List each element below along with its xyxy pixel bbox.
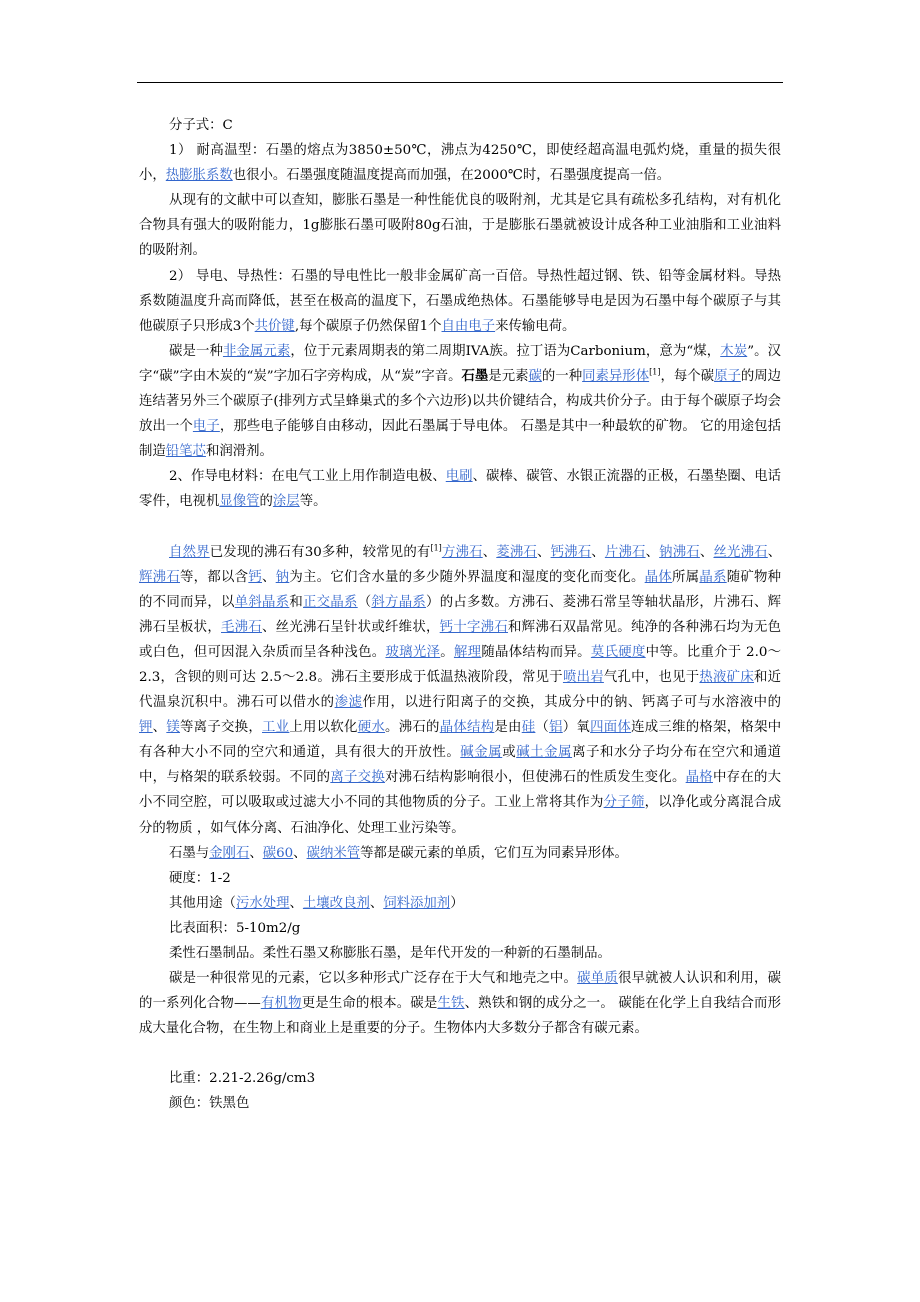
term-link[interactable]: 离子交换 xyxy=(330,770,385,786)
term-link[interactable]: 菱沸石 xyxy=(496,544,537,560)
term-link[interactable]: 镁 xyxy=(166,720,181,736)
term-link[interactable]: 丝光沸石 xyxy=(713,544,768,560)
text-run: 、 xyxy=(152,720,167,736)
term-link[interactable]: 碳60 xyxy=(262,845,294,861)
text-run: 中存在的大小不同空腔，可以吸取或过滤大小不同的其他物质的分子。工业上常将其作为 xyxy=(139,770,782,811)
paragraph-zeolite xyxy=(139,540,781,841)
footnote-ref[interactable]: [1] xyxy=(430,543,442,553)
text-run: 。沸石的 xyxy=(385,720,440,736)
text-run: ，那些电子能够自由移动，因此石墨属于导电体。 石墨是其中一种最软的矿物。 它的用途包括制造 xyxy=(139,419,781,460)
term-link[interactable]: 污水处理 xyxy=(235,895,290,911)
text-run: ，位于元素周期表的第二周期IVA族。拉丁语为Carbonium，意为“煤， xyxy=(290,343,721,359)
text-run: ） xyxy=(450,895,464,911)
term-link[interactable]: 碳纳米管 xyxy=(306,845,361,861)
text-run: 、 xyxy=(645,544,660,560)
term-link[interactable]: 晶体结构 xyxy=(439,720,495,736)
term-link[interactable]: 正交晶系 xyxy=(303,594,358,610)
term-link[interactable]: 木炭 xyxy=(720,343,748,359)
term-link[interactable]: 晶体 xyxy=(644,569,672,585)
term-link[interactable]: 碳 xyxy=(528,368,542,384)
flexible-graphite-line: 柔性石墨制品。柔性石墨又称膨胀石墨，是年代开发的一种新的石墨制品。 xyxy=(169,946,611,961)
text-run: 和辉沸石双晶常见。纯净的各种沸石均为无色或白色，但可因混入杂质而呈各种浅色。 xyxy=(139,619,782,660)
text-run: ，每个碳 xyxy=(660,368,715,384)
term-link[interactable]: 同素异形体 xyxy=(582,368,650,384)
text-run: 等都是碳元素的单质，它们互为同素异形体。 xyxy=(360,845,628,861)
text-run: 、 xyxy=(249,845,263,861)
text-run: 、 xyxy=(537,544,551,560)
term-link[interactable]: 四面体 xyxy=(590,720,632,736)
text-run: 等离子交换， xyxy=(180,720,263,736)
text-run: 、 xyxy=(482,544,497,560)
text-run: 等，都以含 xyxy=(180,569,249,585)
text-run: 其他用途（ xyxy=(169,895,236,911)
text-run: ）氧 xyxy=(562,720,591,736)
text-run: ,每个碳原子仍然保留1个 xyxy=(294,318,442,334)
text-run: 、熟铁和钢的成分之一。 碳能在化学上自我结合而形成大量化合物，在生物上和商业上是重要的分子。生物体内大多数分子都含有碳元素。 xyxy=(139,996,782,1037)
text-run: 2、作导电材料：在电气工业上用作制造电极、 xyxy=(169,469,446,485)
term-link[interactable]: 斜方晶系 xyxy=(371,594,427,610)
surface-area-line: 比表面积：5-10m2/g xyxy=(169,920,301,936)
term-link[interactable]: 电子 xyxy=(192,419,220,435)
text-run: 连成三维的格架，格架中有各种大小不同的空穴和通道，具有很大的开放性。 xyxy=(139,720,782,761)
text-run: ，以净化或分离混合成分的物质 ，如气体分离、石油净化、处理工业污染等。 xyxy=(139,795,782,836)
term-link[interactable]: 铝 xyxy=(549,720,563,736)
term-link[interactable]: 饲料添加剂 xyxy=(383,895,451,911)
text-run: 石墨与 xyxy=(169,845,210,861)
term-link[interactable]: 钙十字沸石 xyxy=(439,619,508,635)
term-link[interactable]: 共价键 xyxy=(254,318,295,334)
text-run: 作用，以进行阳离子的交换，其成分中的钠、钙离子可与水溶液中的 xyxy=(362,695,782,711)
term-link[interactable]: 碱土金属 xyxy=(516,745,573,761)
term-link[interactable]: 莫氏硬度 xyxy=(590,644,646,660)
text-run: 已发现的沸石有30多种，较常见的有 xyxy=(209,544,431,560)
text-run: 也很小。石墨强度随温度提高而加强，在2000℃时，石墨强度提高一倍。 xyxy=(232,168,671,184)
text-run: 是由 xyxy=(494,720,522,736)
text-run: 和润滑剂。 xyxy=(205,444,273,460)
term-link[interactable]: 非金属元素 xyxy=(222,343,291,359)
text-run: 、 xyxy=(262,569,276,585)
text-run: 中等。比重介于 2.0～2.3，含钡的则可达 2.5～2.8。沸石主要形成于低温热液阶段，常见于 xyxy=(139,644,782,685)
term-link[interactable]: 生铁 xyxy=(437,996,465,1012)
footnote-ref[interactable]: [1] xyxy=(649,367,661,377)
term-link[interactable]: 热膨胀系数 xyxy=(165,168,233,184)
text-run: 很早就被人认识和利用，碳的一系列化合物—— xyxy=(139,971,782,1012)
term-link[interactable]: 硅 xyxy=(521,720,536,736)
term-link[interactable]: 分子筛 xyxy=(603,795,645,811)
text-run: 2） 导电、导热性：石墨的导电性比一般非金属矿高一百倍。导热性超过钢、铁、铅等金属材料。导热系数随温度升高而降低，甚至在极高的温度下，石墨成绝热体。石墨能够导电是因为石墨中每个碳原子与其他碳原子只形成3个 xyxy=(139,268,781,334)
text-run: 。 xyxy=(440,644,454,660)
term-link[interactable]: 方沸石 xyxy=(441,544,483,560)
term-link[interactable]: 喷出岩 xyxy=(562,669,604,685)
text-run: 对沸石结构影响很小，但使沸石的性质发生变化。 xyxy=(385,770,686,786)
text-run: 、 xyxy=(767,544,782,560)
term-link[interactable]: 钾 xyxy=(139,720,153,736)
term-link[interactable]: 钙沸石 xyxy=(550,544,592,560)
text-run: 、丝光沸石呈针状或纤维状， xyxy=(262,619,440,635)
text-run: 、碳棒、碳管、水银正流器的正极，石墨垫圈、电话零件，电视机 xyxy=(139,469,781,510)
text-run: 的 xyxy=(259,494,273,510)
term-link[interactable]: 显像管 xyxy=(219,494,260,510)
term-link[interactable]: 晶格 xyxy=(685,770,713,786)
text-run: 或 xyxy=(502,745,517,761)
formula-line: 分子式：C xyxy=(169,118,233,133)
text-run: 、 xyxy=(591,544,605,560)
text-run: 等。 xyxy=(299,494,327,510)
paragraph-conductivity xyxy=(139,264,781,339)
text-run: 和近代温泉沉积中。沸石可以借水的 xyxy=(139,669,782,711)
term-link[interactable]: 玻璃光泽 xyxy=(385,644,441,660)
term-link[interactable]: 解理 xyxy=(453,644,482,660)
term-link[interactable]: 有机物 xyxy=(260,996,302,1012)
text-run: 、 xyxy=(369,895,384,911)
text-run: 、 xyxy=(699,544,714,560)
term-link[interactable]: 工业 xyxy=(262,720,290,736)
term-link[interactable]: 钠沸石 xyxy=(659,544,700,560)
paragraph-carbon-common xyxy=(139,966,781,1041)
header-rule xyxy=(137,82,783,83)
term-link[interactable]: 碱金属 xyxy=(460,745,503,761)
term-link[interactable]: 碳单质 xyxy=(577,971,618,987)
term-link[interactable]: 钙 xyxy=(248,569,262,585)
term-link[interactable]: 钠 xyxy=(275,569,290,585)
text-run: 所属 xyxy=(672,569,700,585)
term-link[interactable]: 土壤改良剂 xyxy=(302,895,370,911)
text-run: （ xyxy=(357,594,372,610)
text-run: 的周边连结著另外三个碳原子(排列方式呈蜂巢式的多个六边形)以共价键结合，构成共价分子。由于每个碳原子均会放出一个 xyxy=(139,368,782,435)
term-link[interactable]: 原子 xyxy=(714,368,741,384)
text-run: 随晶体结构而异。 xyxy=(481,644,591,660)
other-uses-line xyxy=(139,891,781,916)
paragraph-allotropes xyxy=(139,841,781,866)
text-run: 气孔中，也见于 xyxy=(603,669,700,685)
text-run: 、 xyxy=(289,895,303,911)
text-run: ）的占多数。方沸石、菱沸石常呈等轴状晶形，片沸石、辉沸石呈板状， xyxy=(139,594,782,635)
paragraph-conductive-material xyxy=(139,464,781,514)
text-run: 和 xyxy=(289,594,304,610)
text-run: 是元素 xyxy=(488,368,529,384)
text-run: 更是生命的根本。碳是 xyxy=(301,996,438,1012)
paragraph-carbon-element xyxy=(139,339,781,464)
term-link[interactable]: 铅笔芯 xyxy=(165,444,206,460)
blank-line xyxy=(139,515,781,540)
text-run: （ xyxy=(535,720,550,736)
term-link[interactable]: 辉沸石 xyxy=(139,569,180,585)
term-link[interactable]: 自然界 xyxy=(169,544,210,560)
blank-line xyxy=(139,1041,781,1066)
text-run: 离子和水分子均分布在空穴和通道中，与格架的联系较弱。不同的 xyxy=(139,745,782,786)
color-line: 颜色：铁黑色 xyxy=(169,1096,250,1112)
term-link[interactable]: 硬水 xyxy=(357,720,386,736)
text-run: 的一种 xyxy=(541,368,583,384)
text-run: 1） 耐高温型：石墨的熔点为3850±50℃，沸点为4250℃，即使经超高温电弧灼烧，重量的损失很小， xyxy=(139,143,781,184)
hardness-line: 硬度：1-2 xyxy=(169,870,231,886)
term-link[interactable]: 毛沸石 xyxy=(221,619,262,635)
term-link[interactable]: 自由电子 xyxy=(441,318,496,334)
text-run: 随矿物种的不同而异，以 xyxy=(139,569,782,610)
text-run: 碳是一种很常见的元素，它以多种形式广泛存在于大气和地壳之中。 xyxy=(169,971,578,987)
term-link[interactable]: 单斜晶系 xyxy=(234,594,290,610)
term-link[interactable]: 渗滤 xyxy=(334,695,363,711)
term-link[interactable]: 涂层 xyxy=(272,494,300,510)
specific-gravity-line: 比重：2.21-2.26g/cm3 xyxy=(169,1071,316,1087)
document-body xyxy=(139,113,781,1117)
text-run: 、 xyxy=(293,845,307,861)
bold-term: 石墨 xyxy=(461,367,489,384)
text-run: 来传输电荷。 xyxy=(495,318,576,334)
text-run: 上用以软化 xyxy=(289,720,358,736)
text-run: ”。汉字“碳”字由木炭的“炭”字加石字旁构成，从“炭”字音。 xyxy=(139,343,782,384)
term-link[interactable]: 热液矿床 xyxy=(699,669,754,685)
text-run: 为主。它们含水量的多少随外界温度和湿度的变化而变化。 xyxy=(289,569,645,585)
term-link[interactable]: 片沸石 xyxy=(604,544,646,560)
paragraph-adsorbent: 从现有的文献中可以查知，膨胀石墨是一种性能优良的吸附剂，尤其是它具有疏松多孔结构，对有机化合物具有强大的吸附能力，1g膨胀石墨可吸附80g石油，于是膨胀石墨就被设计成各种工业油脂和工业油料的吸附剂。 xyxy=(139,193,781,259)
term-link[interactable]: 金刚石 xyxy=(209,845,250,861)
term-link[interactable]: 晶系 xyxy=(699,569,727,585)
paragraph-heat-resistance xyxy=(139,138,781,188)
term-link[interactable]: 电刷 xyxy=(445,469,473,485)
text-run: 碳是一种 xyxy=(169,343,223,359)
